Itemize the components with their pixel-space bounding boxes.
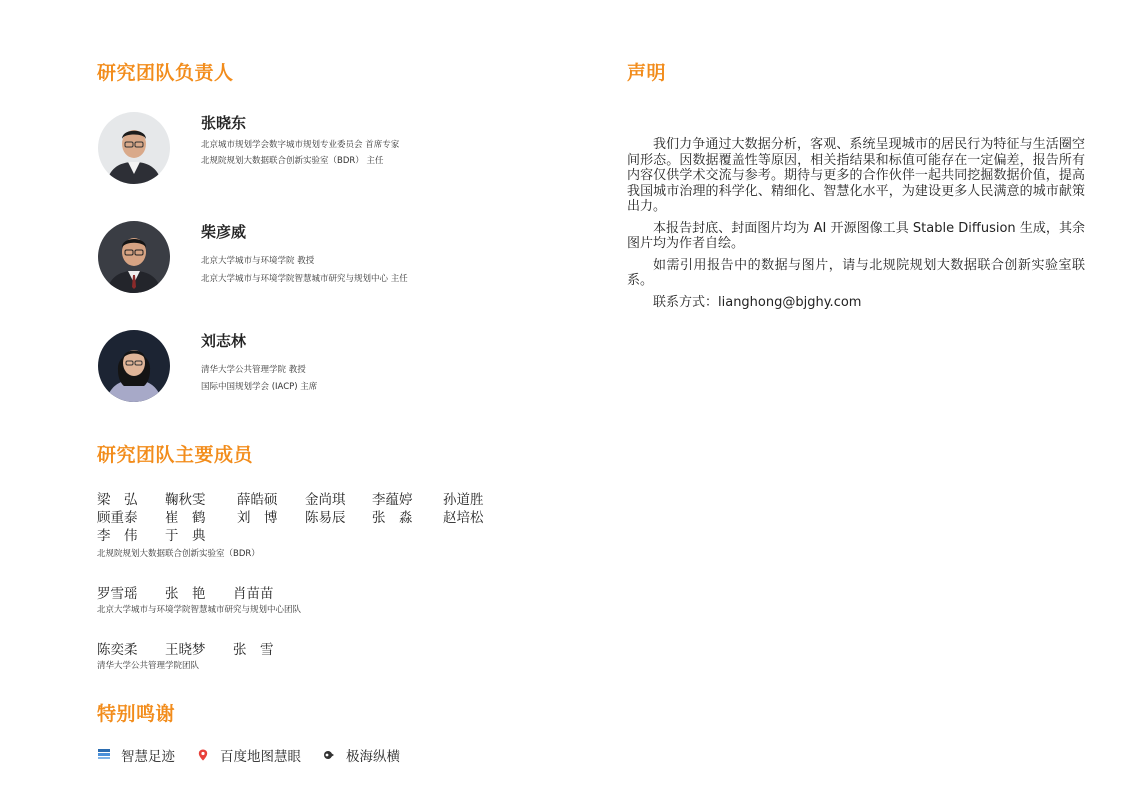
member-name: 薛皓硕 — [237, 492, 278, 508]
thanks-item — [197, 745, 301, 765]
member-name: 孙道胜 — [443, 492, 484, 508]
leader-role: 北京城市规划学会数字城市规划专业委员会 首席专家 — [201, 140, 400, 150]
member-name: 崔 鹤 — [165, 510, 206, 526]
member-name: 鞠秋雯 — [165, 492, 206, 508]
avatar — [98, 221, 170, 293]
declaration-body — [627, 137, 1085, 316]
member-name: 张 雪 — [233, 642, 274, 658]
zhihuizuji-logo-icon — [98, 749, 110, 761]
leader-role: 清华大学公共管理学院 教授 — [201, 365, 306, 375]
contact-info: 联系方式：lianghong@bjghy.com — [653, 294, 862, 310]
leader-card — [98, 221, 518, 293]
map-pin-icon — [197, 749, 209, 761]
leader-name: 柴彦威 — [201, 223, 247, 241]
member-row — [97, 524, 484, 542]
member-group — [97, 488, 484, 559]
leader-name: 张晓东 — [201, 114, 247, 132]
member-name: 张 艳 — [165, 586, 206, 602]
thanks-item — [98, 745, 175, 765]
member-name: 陈易辰 — [305, 510, 346, 526]
member-name: 金尚琪 — [305, 492, 346, 508]
avatar — [98, 112, 170, 184]
thanks-label: 极海纵横 — [346, 749, 400, 765]
member-name: 刘 博 — [237, 510, 278, 526]
member-name: 李蕴婷 — [372, 492, 413, 508]
member-row — [97, 488, 484, 506]
member-name: 赵培松 — [443, 510, 484, 526]
thanks-section-title: 特别鸣谢 — [97, 703, 176, 725]
declaration-paragraph: 本报告封底、封面图片均为 AI 开源图像工具 Stable Diffusion 生成，其余图片均为作者自绘。 — [627, 220, 1085, 251]
leader-name: 刘志林 — [201, 332, 247, 350]
declaration-title: 声明 — [627, 62, 667, 84]
member-name: 张 淼 — [372, 510, 413, 526]
declaration-paragraph: 我们力争通过大数据分析，客观、系统呈现城市的居民行为特征与生活圈空间形态。因数据覆盖性等原因，相关指结果和标值可能存在一定偏差，报告所有内容仅供学术交流与参考。期待与更多的合作伙伴一起共同挖掘数据价值，提高我国城市治理的科学化、精细化、智慧化水平，为建设更多人民满意的城市献策出力。 — [627, 137, 1085, 214]
member-name: 肖苗苗 — [233, 586, 274, 602]
member-row — [97, 582, 301, 600]
member-name: 李 伟 — [97, 528, 138, 544]
thanks-label: 智慧足迹 — [121, 749, 175, 765]
thanks-list — [98, 745, 422, 765]
leader-role: 北京大学城市与环境学院智慧城市研究与规划中心 主任 — [201, 274, 408, 284]
group-note: 北规院规划大数据联合创新实验室（BDR） — [97, 549, 260, 559]
leader-role: 北京大学城市与环境学院 教授 — [201, 256, 315, 266]
member-name: 罗雪瑶 — [97, 586, 138, 602]
member-group — [97, 638, 274, 671]
group-note: 北京大学城市与环境学院智慧城市研究与规划中心团队 — [97, 605, 302, 615]
member-name: 顾重泰 — [97, 510, 138, 526]
declaration-paragraph: 如需引用报告中的数据与图片，请与北规院规划大数据联合创新实验室联系。 — [627, 257, 1085, 288]
group-note: 清华大学公共管理学院团队 — [97, 661, 200, 671]
member-row — [97, 638, 274, 656]
leader-role: 国际中国规划学会 (IACP) 主席 — [201, 382, 318, 392]
leader-card — [98, 112, 518, 184]
avatar — [98, 330, 170, 402]
thanks-label: 百度地图慧眼 — [220, 749, 301, 765]
members-section-title: 研究团队主要成员 — [97, 444, 254, 466]
member-name: 陈奕柔 — [97, 642, 138, 658]
member-group — [97, 582, 301, 615]
member-name: 梁 弘 — [97, 492, 138, 508]
thanks-item — [323, 745, 400, 765]
member-name: 王晓梦 — [165, 642, 206, 658]
leaders-section-title: 研究团队负责人 — [97, 62, 234, 84]
member-name: 于 典 — [165, 528, 206, 544]
leader-role: 北规院规划大数据联合创新实验室（BDR） 主任 — [201, 156, 384, 166]
member-row — [97, 506, 484, 524]
jihai-logo-icon — [323, 749, 335, 761]
leader-card — [98, 330, 518, 402]
